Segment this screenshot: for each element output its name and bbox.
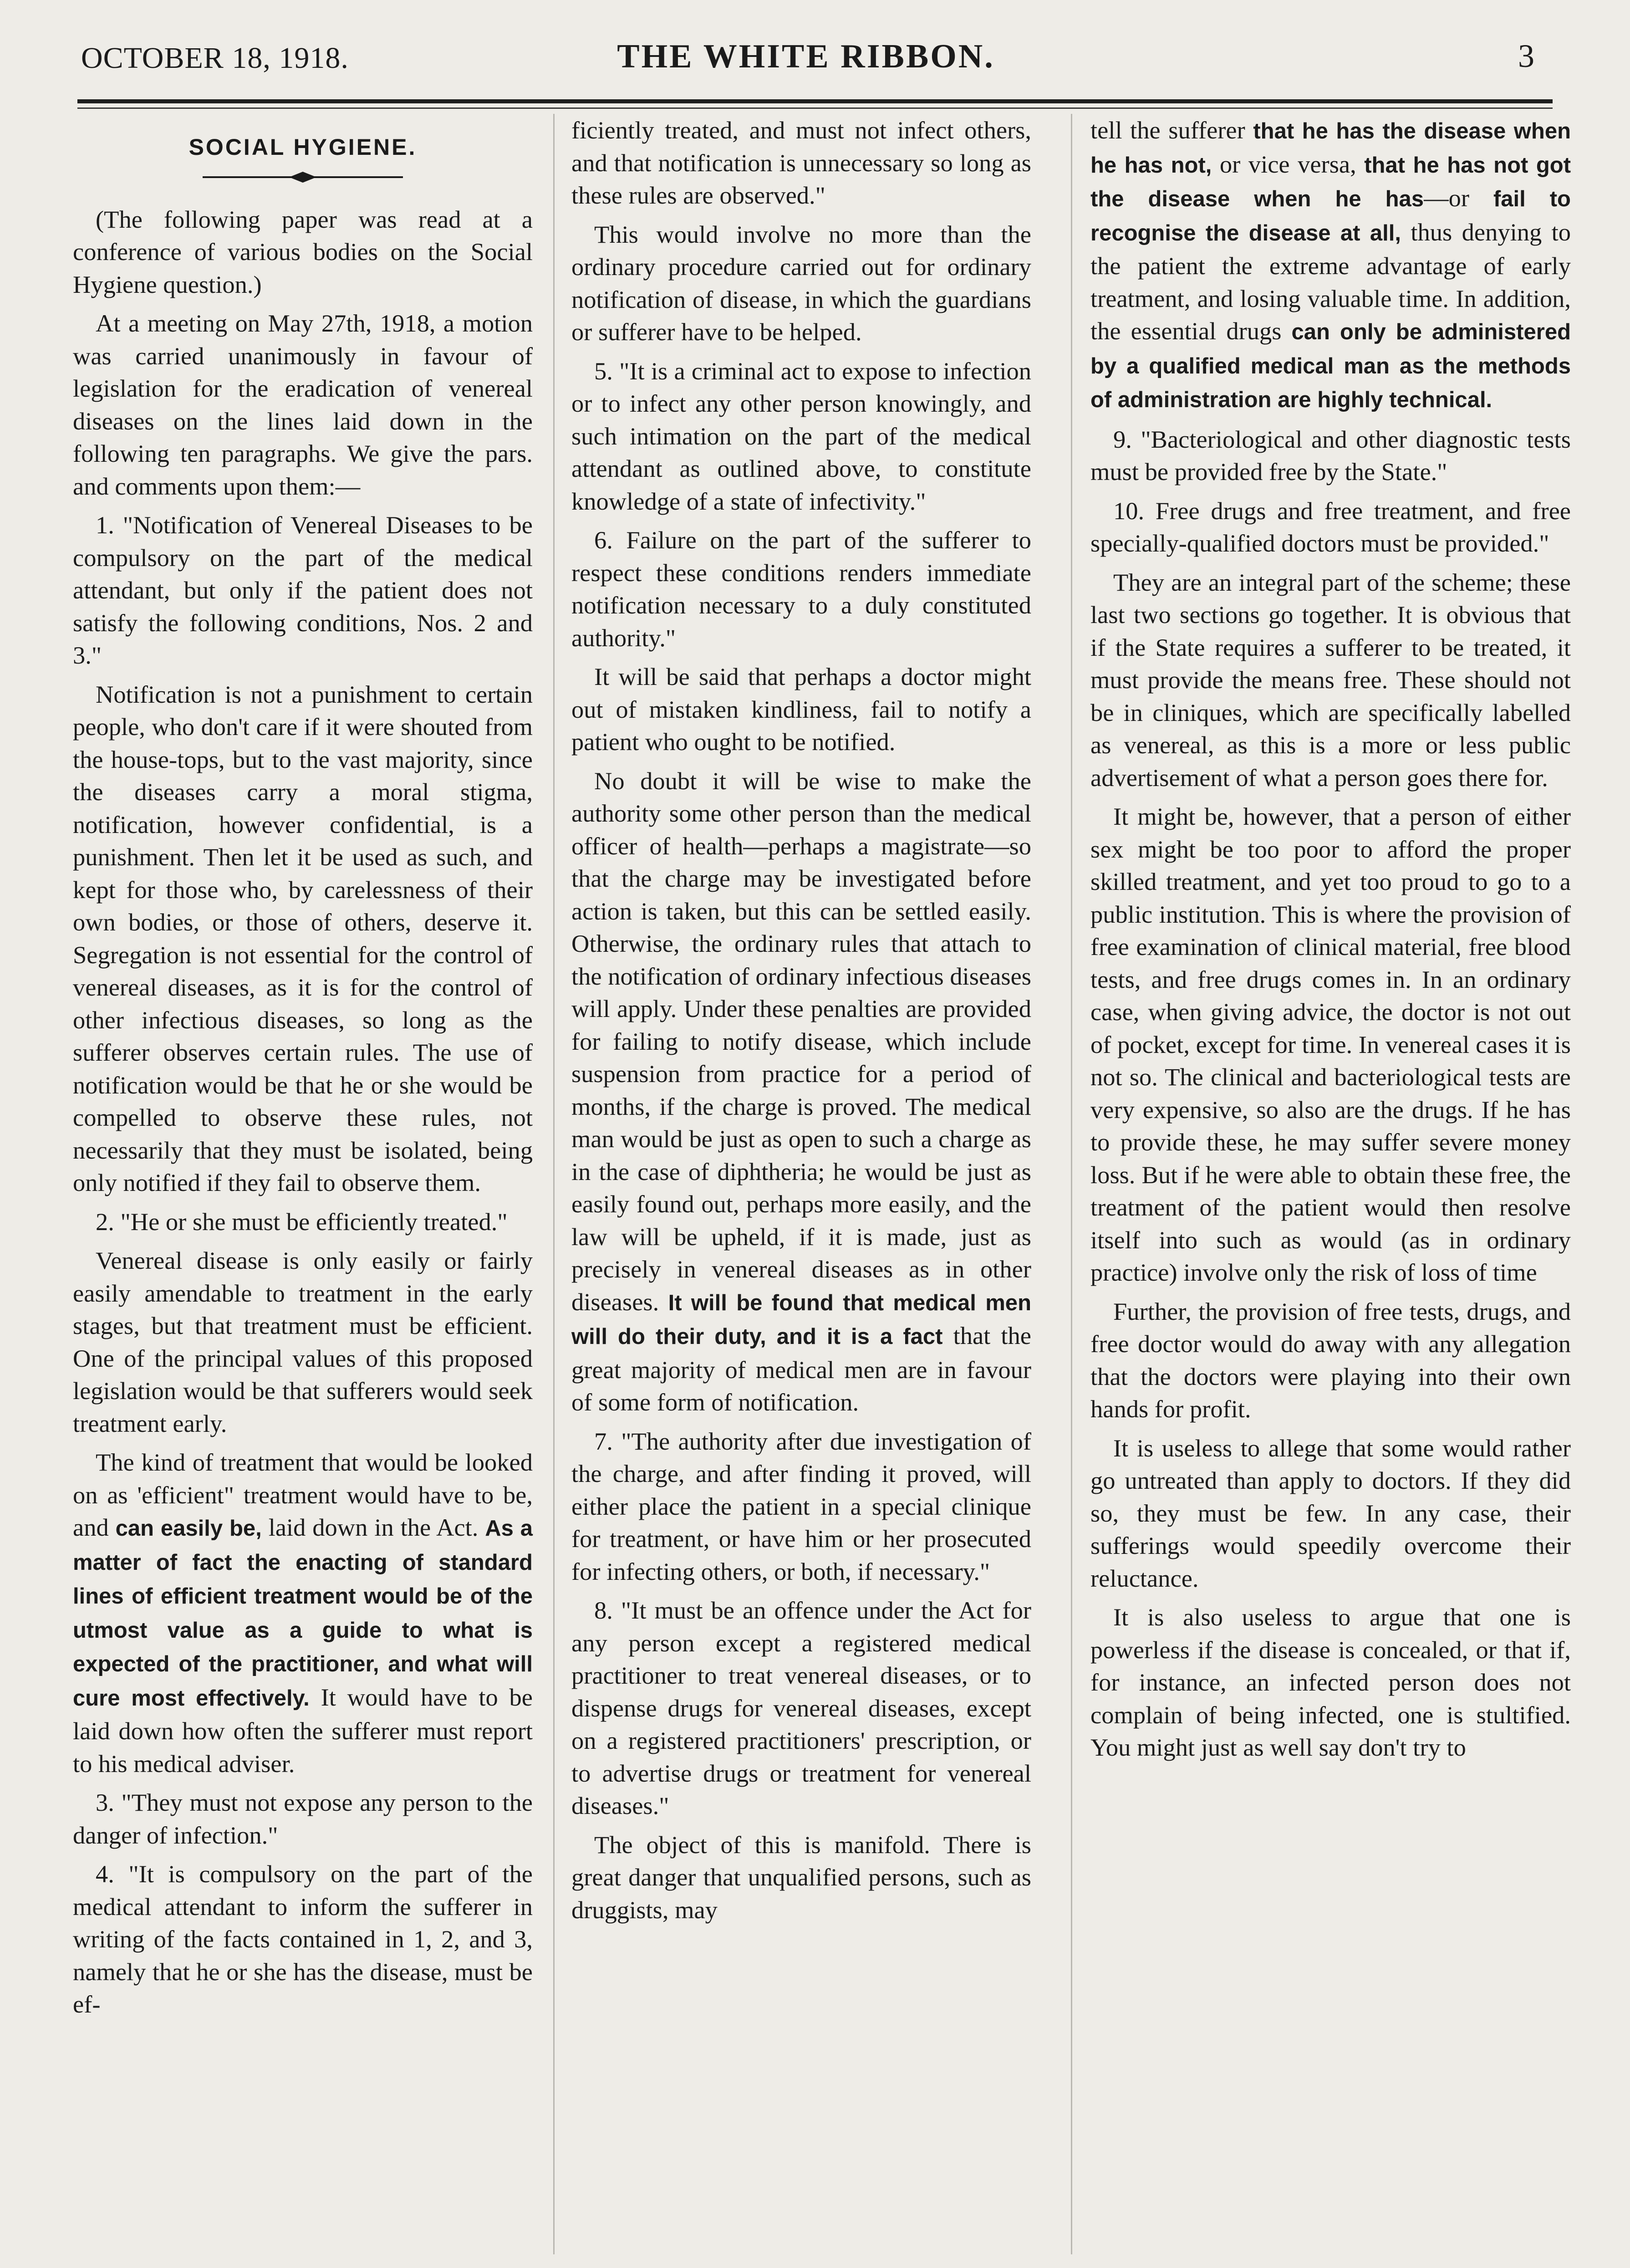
text-run: No doubt it will be wise to make the authority some other person than the medical officer of health—perhaps a magistrate—so that the charge may be investigated before action is taken, but this can be settled easily. Otherwise, the ordinary rules that attach to the notification of ordinary infectious diseases will apply. Under these penalties are provided for failing to notify disease, which include suspension from practice for a period of months, if the charge is proved. The medical man would be just as open to such a charge as in the case of diphtheria; he would be just as easily found out, perhaps more easily, and the law will be upheld, if it is made, just as precisely in venereal diseases as in other diseases. xyxy=(571,766,1031,1316)
article-paragraph: Further, the provision of free tests, drugs, and free doctor would do away with any allegation that the doctors were playing into their own hands for profit. xyxy=(1090,1297,1571,1423)
bold-emphasis: fail to recognise the disease at all, xyxy=(1090,187,1571,245)
article-paragraph: Notification is not a punishment to certain people, who don't care if it were shouted from the house-tops, but to the vast majority, since the diseases carry a moral stigma, notification, however confidential, is a punishment. Then let it be used as such, and kept for those who, by carelessness of their own bodies, or those of others, deserve it. Segregation is not essential for the control of venereal diseases, as it is for the control of other infectious diseases, so long as the sufferer observes certain rules. The use of notification would be that he or she would be compelled to observe these rules, not necessarily that they must be isolated, being only notified if they fail to observe them. xyxy=(73,680,533,1196)
text-run: It would have to be laid down how often the sufferer must report to his medical adviser. xyxy=(73,1683,533,1778)
article-paragraph: It will be said that perhaps a doctor might out of mistaken kindliness, fail to notify a patient who ought to be notified. xyxy=(571,663,1031,756)
text-run: laid down in the Act. xyxy=(268,1513,479,1541)
text-run: The kind of treatment that would be looked on as 'efficient" treatment would have to be, and xyxy=(73,1448,533,1541)
column-divider xyxy=(1071,114,1072,2254)
article-paragraph: It is also useless to argue that one is powerless if the disease is concealed, or that if, for instance, an infected person does not complain of being infected, one is stultified. You might just as well say don't try to xyxy=(1090,1603,1571,1761)
article-paragraph: ficiently treated, and must not infect others, and that notification is unnecessary so long as these rules are observed." xyxy=(571,116,1031,209)
article-paragraph xyxy=(1090,114,1571,417)
column-divider xyxy=(553,114,555,2254)
article-paragraph xyxy=(571,765,1031,1419)
article-paragraph: 1. "Notification of Venereal Diseases to be compulsory on the part of the medical attendant, but only if the patient does not satisfy the following conditions, Nos. 2 and 3." xyxy=(73,511,533,669)
text-run: or vice versa, xyxy=(1219,150,1356,178)
text-run: that the great majority of medical men are in favour of some form of notification. xyxy=(571,1322,1031,1416)
article-paragraph: 6. Failure on the part of the sufferer to respect these conditions renders immediate notification necessary to a duly constituted authority." xyxy=(571,526,1031,652)
article-paragraph: 10. Free drugs and free treatment, and free specially-qualified doctors must be provided." xyxy=(1090,496,1571,557)
text-run: thus denying to the patient the extreme advantage of early treatment, and losing valuable time. In addition, the essential drugs xyxy=(1090,218,1571,345)
article-paragraph xyxy=(73,1446,533,1780)
bold-emphasis: can only be administered by a qualified medical man as the methods of administration are highly technical. xyxy=(1090,320,1571,412)
article-paragraph: 9. "Bacteriological and other diagnostic tests must be provided free by the State." xyxy=(1090,425,1571,485)
bold-emphasis: that he has not got the disease when he has xyxy=(1090,153,1571,211)
column-1 xyxy=(73,114,533,2027)
article-paragraph: At a meeting on May 27th, 1918, a motion was carried unanimously in favour of legislation for the eradication of venereal diseases on the lines laid down in the following ten paragraphs. We give the pars. and comments upon them:— xyxy=(73,309,533,500)
publication-title: THE WHITE RIBBON. xyxy=(617,38,995,75)
article-paragraph: 2. "He or she must be efficiently treated." xyxy=(96,1207,508,1236)
column-2 xyxy=(571,114,1031,1932)
masthead-rule-thin xyxy=(77,107,1553,109)
article-paragraph: 8. "It must be an offence under the Act for any person except a registered medical practitioner to treat venereal diseases, or to dispense drugs for venereal diseases, except on a registered practitioners' prescription, or to advertise drugs or treatment for venereal diseases." xyxy=(571,1596,1031,1819)
article-paragraph: This would involve no more than the ordinary procedure carried out for ordinary notification of disease, in which the guardians or sufferer have to be helped. xyxy=(571,220,1031,346)
masthead-rule xyxy=(77,99,1553,103)
article-paragraph: Venereal disease is only easily or fairly easily amendable to treatment in the early stages, but that treatment must be efficient. One of the principal values of this proposed legislation would be that sufferers would seek treatment early. xyxy=(73,1246,533,1437)
bold-emphasis: can easily be, xyxy=(115,1516,262,1541)
article-paragraph: 4. "It is compulsory on the part of the medical attendant to inform the sufferer in writing of the facts contained in 1, 2, and 3, namely that he or she has the disease, must be ef- xyxy=(73,1860,533,2018)
article-paragraph: (The following paper was read at a conference of various bodies on the Social Hygiene question.) xyxy=(73,205,533,298)
column-3 xyxy=(1090,114,1571,1770)
article-paragraph: 7. "The authority after due investigation of the charge, and after finding it proved, will either place the patient in a special clinique for treatment, or have him or her prosecuted for infecting others, or both, if necessary." xyxy=(571,1427,1031,1585)
issue-date: OCTOBER 18, 1918. xyxy=(81,41,349,75)
text-run: —or xyxy=(1424,184,1469,212)
article-paragraph: The object of this is manifold. There is great danger that unqualified persons, such as druggists, may xyxy=(571,1830,1031,1924)
title-ornament-icon xyxy=(203,170,403,184)
bold-emphasis: that he has the disease when he has not, xyxy=(1090,119,1571,178)
bold-emphasis: It will be found that medical men will do their duty, and it is a fact xyxy=(571,1290,1031,1349)
article-paragraph: It might be, however, that a person of either sex might be too poor to afford the proper skilled treatment, and yet too proud to go to a public institution. This is where the provision of free examination of clinical material, free blood tests, and free drugs comes in. In an ordinary case, when giving advice, the doctor is not out of pocket, except for time. In venereal cases it is not so. The clinical and bacteriological tests are very expensive, so also are the drugs. If he has to provide these, he may suffer severe money loss. But if he were able to obtain these free, the treatment of the patient would then resolve itself into such as would (as in ordinary practice) involve only the risk of loss of time xyxy=(1090,802,1571,1286)
article-title: SOCIAL HYGIENE. xyxy=(188,134,417,160)
text-run: tell the sufferer xyxy=(1090,116,1245,144)
article-paragraph: 3. "They must not expose any person to the danger of infection." xyxy=(73,1788,533,1849)
page-number: 3 xyxy=(1518,38,1534,74)
article-paragraph: It is useless to allege that some would rather go untreated than apply to doctors. If they did so, they must be few. In any case, their sufferings would speedily overcome their reluctance. xyxy=(1090,1434,1571,1592)
article-paragraph: They are an integral part of the scheme; these last two sections go together. It is obvious that if the State requires a sufferer to be treated, it must provide the means free. These should not be in cliniques, which are specifically labelled as venereal, as this is a more or less public advertisement of what a person goes there for. xyxy=(1090,568,1571,792)
bold-emphasis: As a matter of fact the enacting of standard lines of efficient treatment would be of the utmost value as a guide to what is expected of the practitioner, and what will cure most effectively. xyxy=(73,1516,533,1711)
article-paragraph: 5. "It is a criminal act to expose to infection or to infect any other person knowingly, and such intimation on the part of the medical attendant as outlined above, to constitute knowledge of a state of infectivity." xyxy=(571,357,1031,515)
masthead xyxy=(73,27,1539,91)
